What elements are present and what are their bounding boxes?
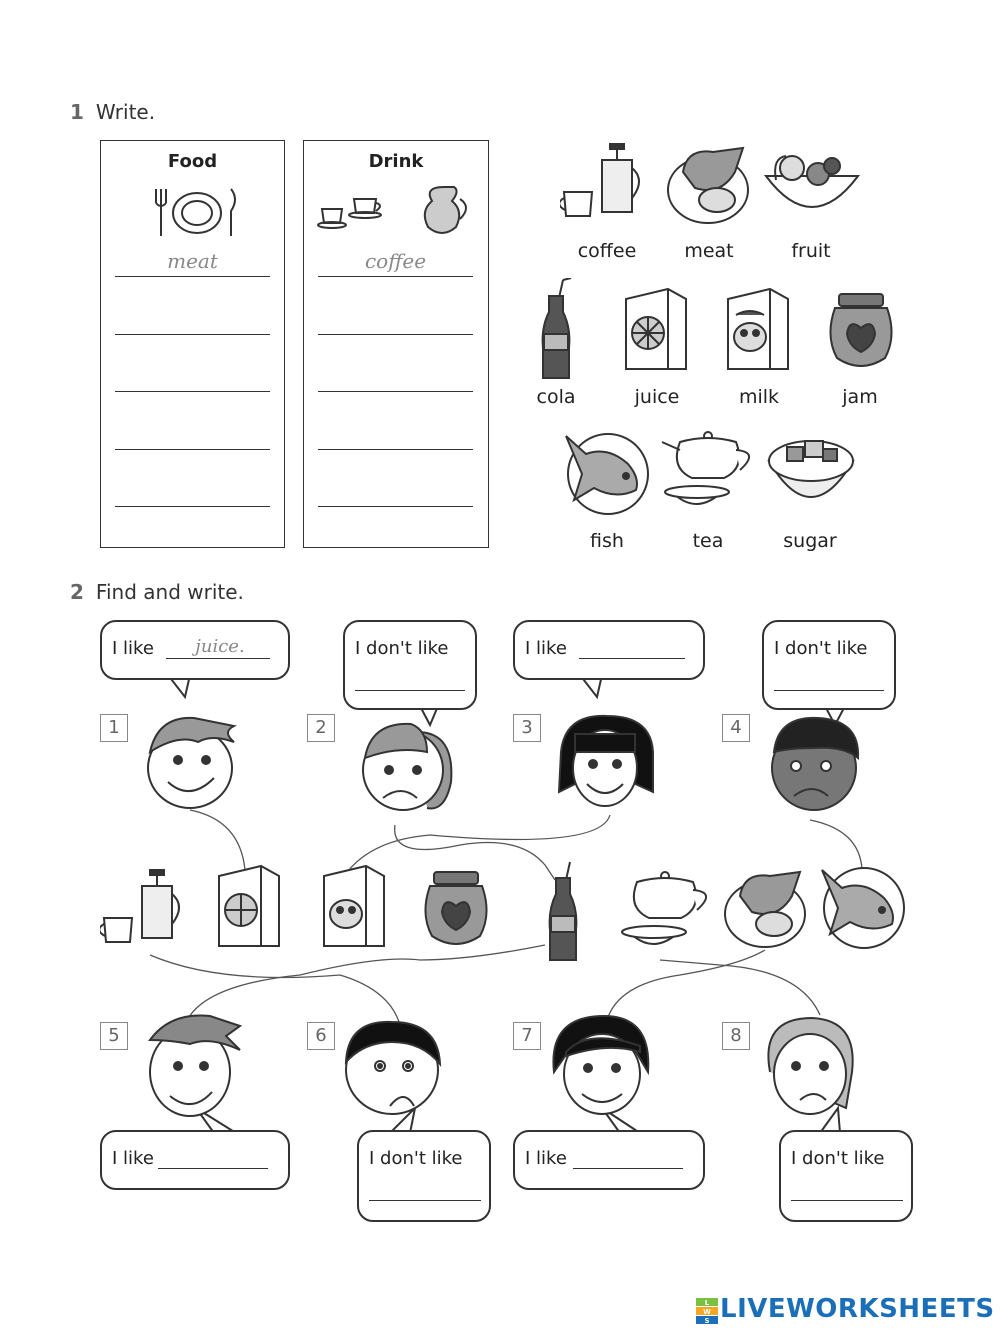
bubble-6-prompt: I don't like [369, 1148, 463, 1169]
juice-carton-icon [215, 862, 283, 952]
bubble-1-prompt: I like [112, 638, 154, 659]
boy-smiling-face-icon [138, 712, 248, 812]
jam-jar-icon [420, 868, 492, 948]
milk-carton-icon [320, 862, 388, 952]
child-number-7: 7 [513, 1022, 541, 1050]
fish-plate-icon [816, 862, 908, 952]
word-milk: milk [738, 386, 780, 408]
speech-bubble-1 [100, 620, 290, 680]
section-2-title: Find and write. [95, 580, 244, 604]
child-number-1: 1 [100, 714, 128, 742]
word-tea: tea [692, 530, 724, 552]
speech-bubble-3 [513, 620, 705, 680]
logo-letter-s: S [704, 1317, 710, 1324]
drink-column-title: Drink [368, 151, 424, 172]
boy-sad-face-icon [764, 712, 868, 816]
child-number-2: 2 [307, 714, 335, 742]
word-sugar: sugar [783, 530, 837, 552]
speech-bubble-2 [343, 620, 477, 710]
cola-bottle-icon [542, 860, 587, 965]
bubble-3-prompt: I like [525, 638, 567, 659]
bubble-6-answer[interactable] [369, 1174, 485, 1202]
girl-sad-face-icon [357, 712, 461, 816]
word-jam: jam [842, 386, 878, 408]
speech-bubble-5 [100, 1130, 290, 1190]
child-number-6: 6 [307, 1022, 335, 1050]
bubble-3-answer[interactable] [579, 632, 689, 660]
section-1-title: Write. [95, 100, 156, 124]
coffee-press-icon [100, 868, 195, 953]
word-meat: meat [684, 240, 734, 262]
speech-bubble-8 [779, 1130, 913, 1222]
speech-bubble-7 [513, 1130, 705, 1190]
word-juice: juice [634, 386, 680, 408]
word-cola: cola [536, 386, 576, 408]
brand-name: LIVEWORKSHEETS [720, 1294, 995, 1324]
child-number-3: 3 [513, 714, 541, 742]
teapot-icon [617, 868, 717, 958]
word-fish: fish [590, 530, 624, 552]
girl-smiling-face-icon [551, 712, 661, 812]
bubble-1-answer[interactable] [166, 632, 274, 660]
bubble-8-prompt: I don't like [791, 1148, 885, 1169]
girl-sad-face-icon [760, 1012, 860, 1118]
girl-smiling-face-icon [548, 1012, 658, 1118]
child-number-8: 8 [722, 1022, 750, 1050]
boy-smiling-face-icon [140, 1010, 250, 1120]
bubble-5-prompt: I like [112, 1148, 154, 1169]
speech-bubble-4 [762, 620, 896, 710]
word-coffee: coffee [577, 240, 637, 262]
bubble-2-answer[interactable] [355, 664, 469, 692]
boy-sad-face-icon [338, 1018, 448, 1118]
section-2-number: 2 [70, 580, 84, 604]
logo-letter-w: W [703, 1308, 711, 1316]
bubble-5-answer[interactable] [158, 1142, 272, 1170]
word-fruit: fruit [791, 240, 831, 262]
liveworksheets-logo-icon [696, 1298, 718, 1324]
food-column-title: Food [167, 151, 218, 172]
speech-bubble-6 [357, 1130, 491, 1222]
bubble-7-prompt: I like [525, 1148, 567, 1169]
bubble-7-answer[interactable] [573, 1142, 687, 1170]
meat-icon [722, 866, 812, 951]
bubble-4-prompt: I don't like [774, 638, 868, 659]
bubble-4-answer[interactable] [774, 664, 888, 692]
logo-letter-l: L [704, 1299, 710, 1307]
child-number-4: 4 [722, 714, 750, 742]
bubble-8-answer[interactable] [791, 1174, 907, 1202]
bubble-2-prompt: I don't like [355, 638, 449, 659]
section-1-number: 1 [70, 100, 84, 124]
child-number-5: 5 [100, 1022, 128, 1050]
